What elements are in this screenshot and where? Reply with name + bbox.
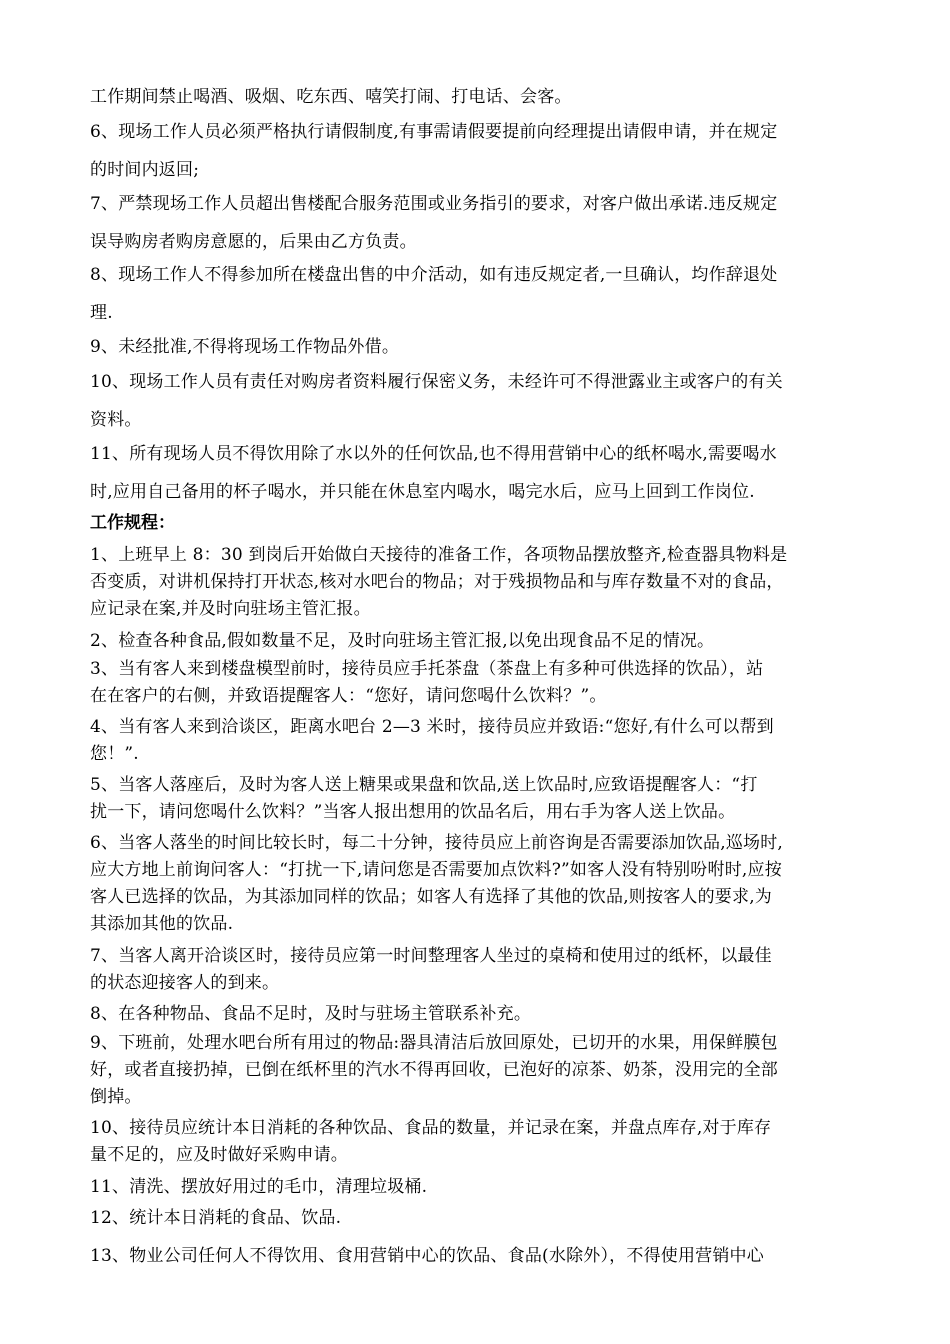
rule-paragraph-10 <box>90 363 862 439</box>
procedure-item-9 <box>90 1030 862 1111</box>
text-line: 2、检查各种食品,假如数量不足，及时向驻场主管汇报,以免出现食品不足的情况。 <box>90 631 715 651</box>
text-line: 11、所有现场人员不得饮用除了水以外的任何饮品,也不得用营销中心的纸杯喝水,需要喝水 <box>90 444 777 464</box>
procedure-item-11 <box>90 1174 862 1201</box>
procedure-item-2 <box>90 628 862 655</box>
text-line: 13、物业公司任何人不得饮用、食用营销中心的饮品、食品(水除外），不得使用营销中心 <box>90 1246 764 1266</box>
text-line: 量不足的，应及时做好采购申请。 <box>90 1145 348 1165</box>
text-line: 12、统计本日消耗的食品、饮品. <box>90 1208 342 1228</box>
text-line: 的状态迎接客人的到来。 <box>90 973 280 993</box>
procedure-item-6 <box>90 830 862 938</box>
text-line: 7、当客人离开洽谈区时，接待员应第一时间整理客人坐过的桌椅和使用过的纸杯，以最佳 <box>90 946 772 966</box>
text-line: 1、上班早上 8：30 到岗后开始做白天接待的准备工作，各项物品摆放整齐,检查器具物料是 <box>90 545 788 565</box>
text-line: 6、现场工作人员必须严格执行请假制度,有事需请假要提前向经理提出请假申请，并在规定 <box>90 122 778 142</box>
procedure-item-13 <box>90 1243 862 1270</box>
text-line: 6、当客人落坐的时间比较长时，每二十分钟，接待员应上前咨询是否需要添加饮品,巡场时, <box>90 833 784 853</box>
text-line: 10、现场工作人员有责任对购房者资料履行保密义务，未经许可不得泄露业主或客户的有关 <box>90 372 783 392</box>
text-line: 3、当有客人来到楼盘模型前时，接待员应手托茶盘（茶盘上有多种可供选择的饮品），站 <box>90 659 764 679</box>
text-line: 9、未经批准,不得将现场工作物品外借。 <box>90 337 400 357</box>
procedure-item-3 <box>90 656 862 710</box>
text-line: 客人已选择的饮品，为其添加同样的饮品；如客人有选择了其他的饮品,则按客人的要求,为 <box>90 887 773 907</box>
text-line: 5、当客人落座后，及时为客人送上糖果或果盘和饮品,送上饮品时,应致语提醒客人：“打 <box>90 775 758 795</box>
text-line: 时,应用自己备用的杯子喝水，并只能在休息室内喝水，喝完水后，应马上回到工作岗位. <box>90 482 755 502</box>
procedure-item-4 <box>90 714 862 768</box>
text-line: 11、清洗、摆放好用过的毛巾，清理垃圾桶. <box>90 1177 428 1197</box>
procedure-item-8 <box>90 1001 862 1028</box>
text-line: 4、当有客人来到洽谈区，距离水吧台 2—3 米时，接待员应并致语:“您好,有什么可以帮到 <box>90 717 774 737</box>
text-line: 扰一下，请问您喝什么饮料？”当客人报出想用的饮品名后，用右手为客人送上饮品。 <box>90 802 736 822</box>
text-line: 8、现场工作人不得参加所在楼盘出售的中介活动，如有违反规定者,一旦确认，均作辞退处 <box>90 265 778 285</box>
text-line: 工作期间禁止喝酒、吸烟、吃东西、嘻笑打闹、打电话、会客。 <box>90 87 572 107</box>
text-line: 应大方地上前询问客人：“打扰一下,请问您是否需要加点饮料?”如客人没有特别吩咐时,应按 <box>90 860 782 880</box>
text-line: 7、严禁现场工作人员超出售楼配合服务范围或业务指引的要求，对客户做出承诺.违反规定 <box>90 194 778 214</box>
procedures-heading: 工作规程： <box>90 513 175 533</box>
text-line: 倒掉。 <box>90 1087 142 1107</box>
text-line: 理. <box>90 303 113 323</box>
text-line: 9、下班前，处理水吧台所有用过的物品:器具清洁后放回原处，已切开的水果，用保鲜膜包 <box>90 1033 778 1053</box>
rule-paragraph-8 <box>90 256 862 332</box>
text-line: 误导购房者购房意愿的，后果由乙方负责。 <box>90 232 417 252</box>
procedure-item-1 <box>90 542 862 623</box>
procedure-item-7 <box>90 943 862 997</box>
rule-paragraph-continuation <box>90 78 862 116</box>
text-line: 好，或者直接扔掉，已倒在纸杯里的汽水不得再回收，已泡好的凉茶、奶茶，没用完的全部 <box>90 1060 778 1080</box>
text-line: 您！”. <box>90 744 139 764</box>
procedure-item-5 <box>90 772 862 826</box>
rule-paragraph-11 <box>90 435 862 511</box>
text-line: 否变质，对讲机保持打开状态,核对水吧台的物品；对于残损物品和与库存数量不对的食品， <box>90 572 784 592</box>
procedure-item-10 <box>90 1115 862 1169</box>
text-line: 8、在各种物品、食品不足时，及时与驻场主管联系补充。 <box>90 1004 532 1024</box>
rule-paragraph-6 <box>90 113 862 189</box>
rule-paragraph-9 <box>90 328 862 366</box>
text-line: 在在客户的右侧，并致语提醒客人：“您好，请问您喝什么饮料？”。 <box>90 686 607 706</box>
rule-paragraph-7 <box>90 185 862 261</box>
procedure-item-12 <box>90 1205 862 1232</box>
text-line: 的时间内返回; <box>90 160 200 180</box>
text-line: 资料。 <box>90 410 142 430</box>
text-line: 其添加其他的饮品. <box>90 914 234 934</box>
text-line: 应记录在案,并及时向驻场主管汇报。 <box>90 599 371 619</box>
text-line: 10、接待员应统计本日消耗的各种饮品、食品的数量，并记录在案，并盘点库存,对于库存 <box>90 1118 772 1138</box>
